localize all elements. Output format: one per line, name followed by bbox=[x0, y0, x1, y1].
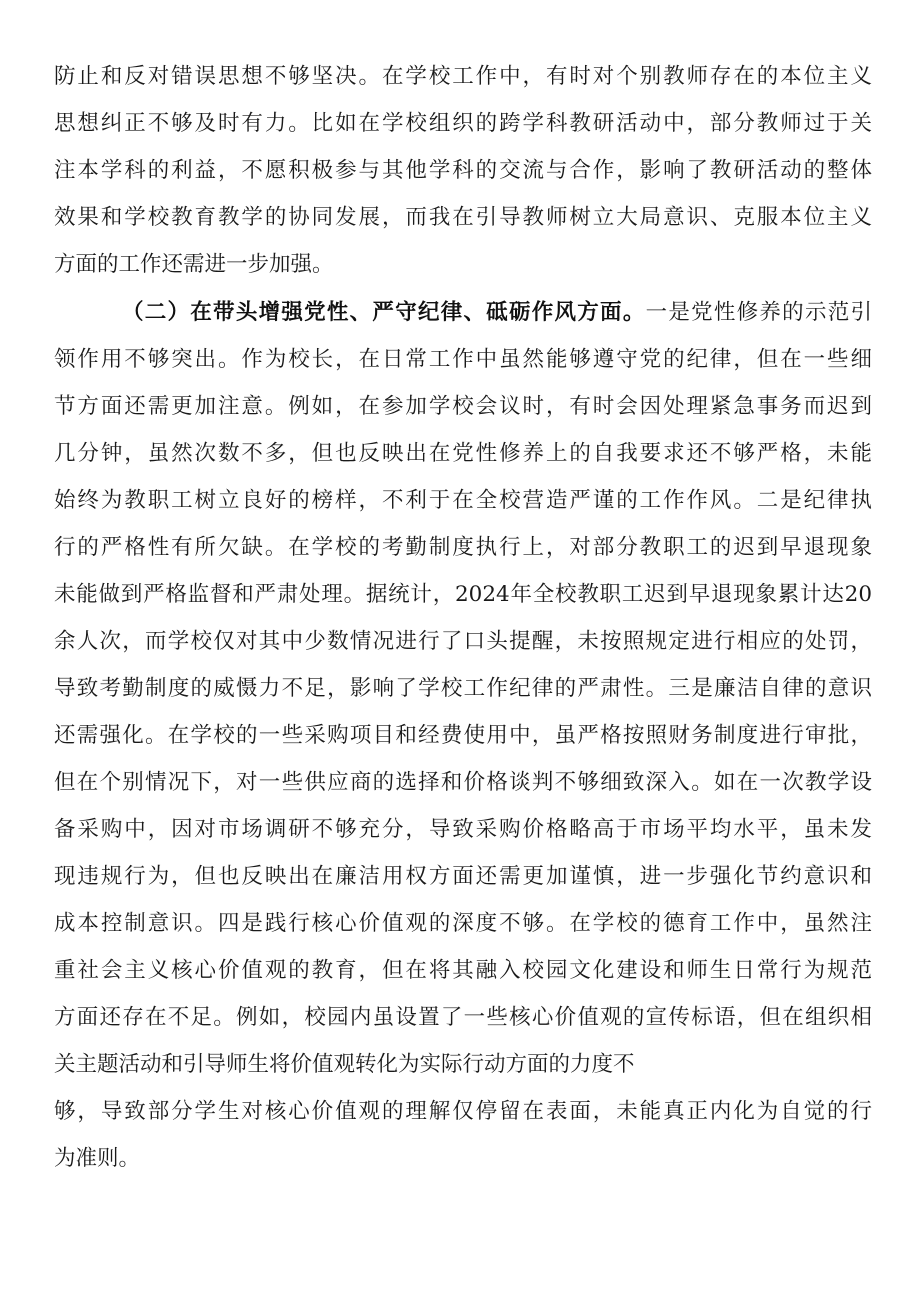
paragraph-line: 余人次，而学校仅对其中少数情况进行了口头提醒，未按照规定进行相应的处罚， bbox=[54, 629, 872, 654]
paragraph-line: 效果和学校教育教学的协同发展，而我在引导教师树立大局意识、克服本位主义 bbox=[54, 205, 872, 230]
paragraph-line: 方面的工作还需进一步加强。 bbox=[54, 252, 334, 277]
paragraph-line: 现违规行为，但也反映出在廉洁用权方面还需更加谨慎，进一步强化节约意识和 bbox=[54, 864, 872, 889]
paragraph-line: 始终为教职工树立良好的榜样，不利于在全校营造严谨的工作作风。二是纪律执 bbox=[54, 488, 872, 513]
paragraph-line: 为准则。 bbox=[54, 1146, 141, 1171]
paragraph-line: 方面还存在不足。例如，校园内虽设置了一些核心价值观的宣传标语，但在组织相 bbox=[54, 1005, 872, 1030]
paragraph-line: 重社会主义核心价值观的教育，但在将其融入校园文化建设和师生日常行为规范 bbox=[54, 958, 872, 983]
section-lead-text: 一是党性修养的示范引 bbox=[645, 300, 872, 325]
paragraph-line: 成本控制意识。四是践行核心价值观的深度不够。在学校的德育工作中，虽然注 bbox=[54, 911, 872, 936]
paragraph-line: 还需强化。在学校的一些采购项目和经费使用中，虽严格按照财务制度进行审批， bbox=[54, 723, 872, 748]
paragraph-line: 行的严格性有所欠缺。在学校的考勤制度执行上，对部分教职工的迟到早退现象 bbox=[54, 535, 872, 560]
paragraph-line: 备采购中，因对市场调研不够充分，导致采购价格略高于市场平均水平，虽未发 bbox=[54, 817, 872, 842]
section-heading: （二）在带头增强党性、严守纪律、砥砺作风方面。 bbox=[122, 300, 646, 325]
paragraph-line: 注本学科的利益，不愿积极参与其他学科的交流与合作，影响了教研活动的整体 bbox=[54, 158, 872, 183]
paragraph-line: 思想纠正不够及时有力。比如在学校组织的跨学科教研活动中，部分教师过于关 bbox=[54, 111, 872, 136]
paragraph-line: 防止和反对错误思想不够坚决。在学校工作中，有时对个别教师存在的本位主义 bbox=[54, 64, 872, 89]
paragraph-line: 关主题活动和引导师生将价值观转化为实际行动方面的力度不 bbox=[54, 1052, 635, 1077]
paragraph-line: 导致考勤制度的威慑力不足，影响了学校工作纪律的严肃性。三是廉洁自律的意识 bbox=[54, 676, 872, 701]
paragraph-line: 节方面还需更加注意。例如，在参加学校会议时，有时会因处理紧急事务而迟到 bbox=[54, 394, 872, 419]
paragraph-line: 领作用不够突出。作为校长，在日常工作中虽然能够遵守党的纪律，但在一些细 bbox=[54, 347, 872, 372]
paragraph-line: 但在个别情况下，对一些供应商的选择和价格谈判不够细致深入。如在一次教学设 bbox=[54, 770, 872, 795]
paragraph-line: 够，导致部分学生对核心价值观的理解仅停留在表面，未能真正内化为自觉的行 bbox=[54, 1099, 872, 1124]
paragraph-line: 几分钟，虽然次数不多，但也反映出在党性修养上的自我要求还不够严格，未能 bbox=[54, 441, 872, 466]
section-first-line bbox=[122, 298, 872, 328]
paragraph-line: 未能做到严格监督和严肃处理。据统计，2024年全校教职工迟到早退现象累计达20 bbox=[54, 582, 872, 607]
